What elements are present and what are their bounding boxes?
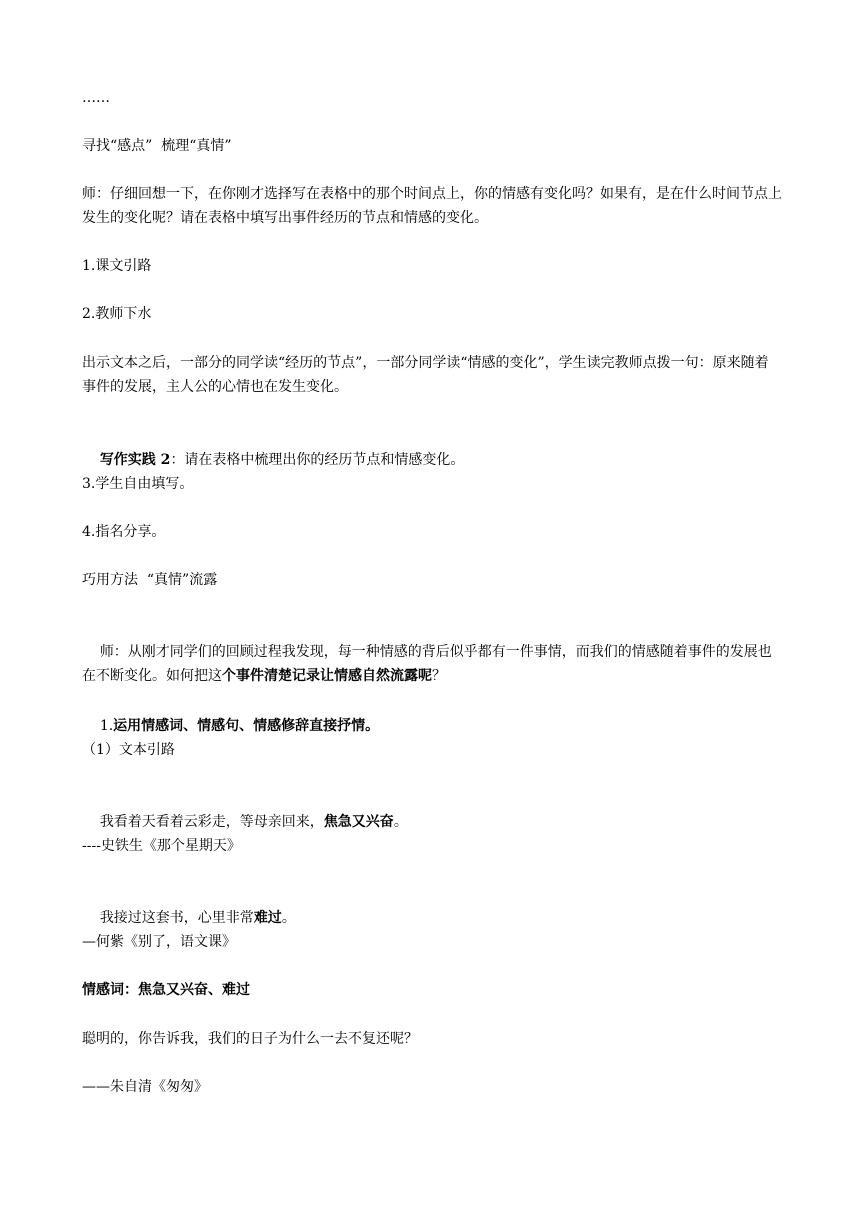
quote-1-source: ----史铁生《那个星期天》 <box>82 838 241 854</box>
section-heading-find: 寻找“感点” 梳理“真情” <box>82 138 232 154</box>
list-item-3: 3.学生自由填写。 <box>82 476 194 492</box>
list-item-4: 4.指名分享。 <box>82 524 166 540</box>
teacher-paragraph-2-part-c: ？ <box>432 668 446 684</box>
quote-3: 聪明的，你告诉我，我们的日子为什么一去不复还呢？ <box>82 1031 418 1047</box>
section-heading-method: 巧用方法 “真情”流露 <box>82 572 218 588</box>
list-item-2: 2.教师下水 <box>82 306 152 322</box>
teacher-paragraph-2-bold: 个事件清楚记录让情感自然流露呢 <box>222 668 432 684</box>
quote-2-part-c: 。 <box>281 910 296 926</box>
teacher-paragraph-2-part-a: 师：从刚才同学们的回顾过程我发现，每一种情感的背后似乎都有一件事情，而我们的情感随着事件的发展也在不断变化。如何把这 <box>82 644 772 684</box>
quote-1-bold: 焦急又兴奋 <box>323 814 394 830</box>
method-1-number: 1. <box>99 718 114 734</box>
writing-practice-label: 写作实践 2 <box>99 452 171 468</box>
quote-3-source: ——朱自清《匆匆》 <box>82 1079 208 1095</box>
writing-practice-text: ：请在表格中梳理出你的经历节点和情感变化。 <box>170 452 465 468</box>
quote-1-part-a: 我看着天看着云彩走，等母亲回来， <box>99 814 324 830</box>
sub-heading-1: （1）文本引路 <box>82 742 175 758</box>
show-text-paragraph: 出示文本之后，一部分的同学读“经历的节点”，一部分同学读“情感的变化”，学生读完教师点拨一句：原来随着事件的发展，主人公的心情也在发生变化。 <box>82 355 769 395</box>
list-item-1: 1.课文引路 <box>82 258 152 274</box>
quote-2-source: —何紫《别了，语文课》 <box>82 934 236 950</box>
quote-1-part-c: 。 <box>393 814 408 830</box>
quote-2-part-a: 我接过这套书，心里非常 <box>99 910 254 926</box>
teacher-paragraph-1: 师：仔细回想一下，在你刚才选择写在表格中的那个时间点上，你的情感有变化吗？如果有，是在什么时间节点上发生的变化呢？请在表格中填写出事件经历的节点和情感的变化。 <box>82 186 782 226</box>
quote-2-bold: 难过 <box>253 910 282 926</box>
emotion-words-line: 情感词：焦急又兴奋、难过 <box>82 982 250 998</box>
method-1-text: 运用情感词、情感句、情感修辞直接抒情。 <box>113 718 380 734</box>
ellipsis-line: …… <box>82 90 110 106</box>
